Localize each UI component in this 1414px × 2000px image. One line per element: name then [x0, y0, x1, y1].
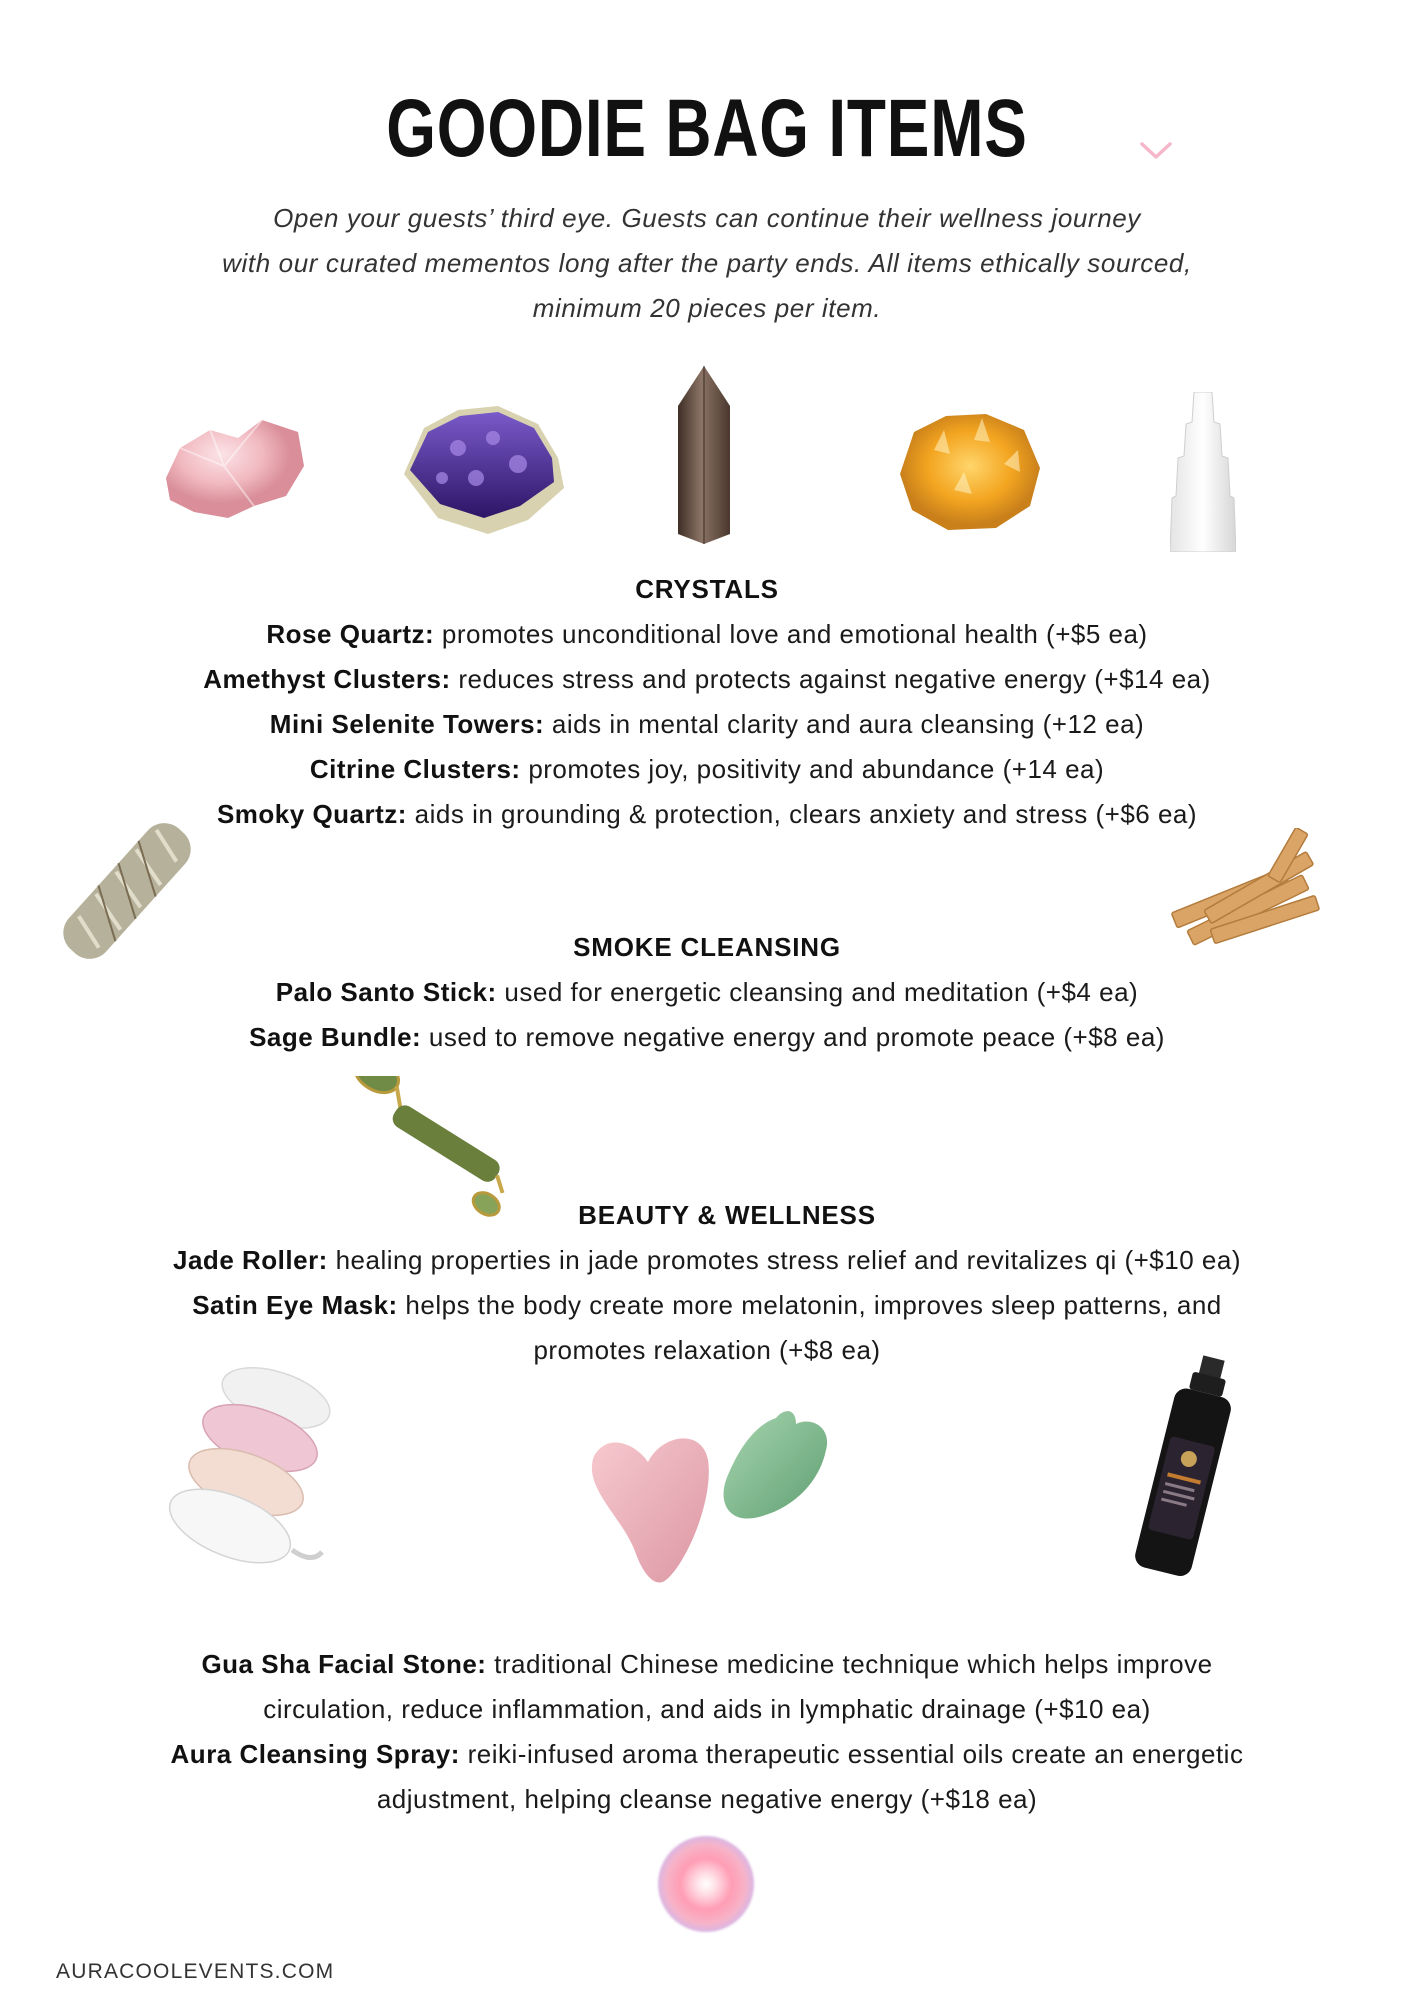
item-name: Jade Roller:: [173, 1245, 328, 1275]
item-desc: reiki-infused aroma therapeutic essential oils create an energetic: [459, 1739, 1244, 1769]
footer-website[interactable]: AURACOOLEVENTS.COM: [56, 1960, 335, 1983]
smoke-cleansing-list: [60, 970, 1354, 1060]
list-item: [60, 970, 1354, 1015]
intro-line: Open your guests’ third eye. Guests can continue their wellness journey: [273, 203, 1141, 233]
list-item-continued: adjustment, helping cleanse negative energy (+$18 ea): [376, 1784, 1038, 1814]
beauty-list-2: [60, 1642, 1354, 1822]
item-desc: promotes unconditional love and emotional health (+$5 ea): [434, 619, 1148, 649]
item-desc: aids in mental clarity and aura cleansing (+12 ea): [544, 709, 1145, 739]
list-item-continued: promotes relaxation (+$8 ea): [533, 1335, 881, 1365]
item-name: Sage Bundle:: [249, 1022, 422, 1052]
smoke-cleansing-heading: SMOKE CLEANSING: [573, 932, 841, 962]
amethyst-cluster-image: [398, 398, 568, 538]
intro-text: [140, 196, 1274, 331]
item-name: Mini Selenite Towers:: [269, 709, 545, 739]
palo-santo-sticks-image: [1160, 828, 1330, 946]
item-desc: traditional Chinese medicine technique which helps improve: [486, 1649, 1213, 1679]
item-name: Satin Eye Mask:: [192, 1290, 398, 1320]
list-item: [60, 1238, 1354, 1283]
list-item: [60, 1732, 1354, 1777]
intro-line: with our curated mementos long after the party ends. All items ethically sourced,: [222, 248, 1192, 278]
list-item: [60, 702, 1354, 747]
aura-cleansing-spray-image: [1132, 1352, 1252, 1582]
selenite-tower-image: [1170, 392, 1236, 552]
item-name: Smoky Quartz:: [216, 799, 407, 829]
item-desc: used for energetic cleansing and meditation (+$4 ea): [496, 977, 1139, 1007]
item-desc: helps the body create more melatonin, improves sleep patterns, and: [397, 1290, 1222, 1320]
item-desc: healing properties in jade promotes stress relief and revitalizes qi (+$10 ea): [327, 1245, 1241, 1275]
list-item: [60, 612, 1354, 657]
citrine-cluster-image: [894, 410, 1044, 534]
item-desc: aids in grounding & protection, clears anxiety and stress (+$6 ea): [406, 799, 1198, 829]
page-title: GOODIE BAG ITEMS: [386, 83, 1028, 174]
gua-sha-stones-image: [590, 1404, 836, 1586]
list-item: [60, 1015, 1354, 1060]
item-desc: promotes joy, positivity and abundance (+14 ea): [520, 754, 1105, 784]
beauty-wellness-heading: BEAUTY & WELLNESS: [578, 1200, 876, 1230]
item-name: Gua Sha Facial Stone:: [201, 1649, 487, 1679]
item-name: Palo Santo Stick:: [275, 977, 497, 1007]
chevron-down-icon[interactable]: [1138, 140, 1174, 162]
list-item: [60, 657, 1354, 702]
list-item-continued: circulation, reduce inflammation, and aids in lymphatic drainage (+$10 ea): [263, 1694, 1151, 1724]
aura-orb-icon: [658, 1836, 754, 1932]
item-desc: reduces stress and protects against negative energy (+$14 ea): [450, 664, 1211, 694]
item-name: Aura Cleansing Spray:: [170, 1739, 460, 1769]
item-name: Rose Quartz:: [266, 619, 435, 649]
list-item: [60, 747, 1354, 792]
item-desc: used to remove negative energy and promote peace (+$8 ea): [421, 1022, 1165, 1052]
list-item: [60, 1642, 1354, 1687]
item-name: Amethyst Clusters:: [203, 664, 451, 694]
intro-line: minimum 20 pieces per item.: [532, 293, 882, 323]
crystals-list: [60, 612, 1354, 837]
item-name: Citrine Clusters:: [309, 754, 521, 784]
list-item: [60, 1283, 1354, 1328]
satin-eye-masks-image: [154, 1362, 338, 1582]
smoky-quartz-tower-image: [674, 366, 734, 544]
crystals-heading: CRYSTALS: [635, 574, 779, 604]
rose-quartz-image: [158, 408, 308, 523]
